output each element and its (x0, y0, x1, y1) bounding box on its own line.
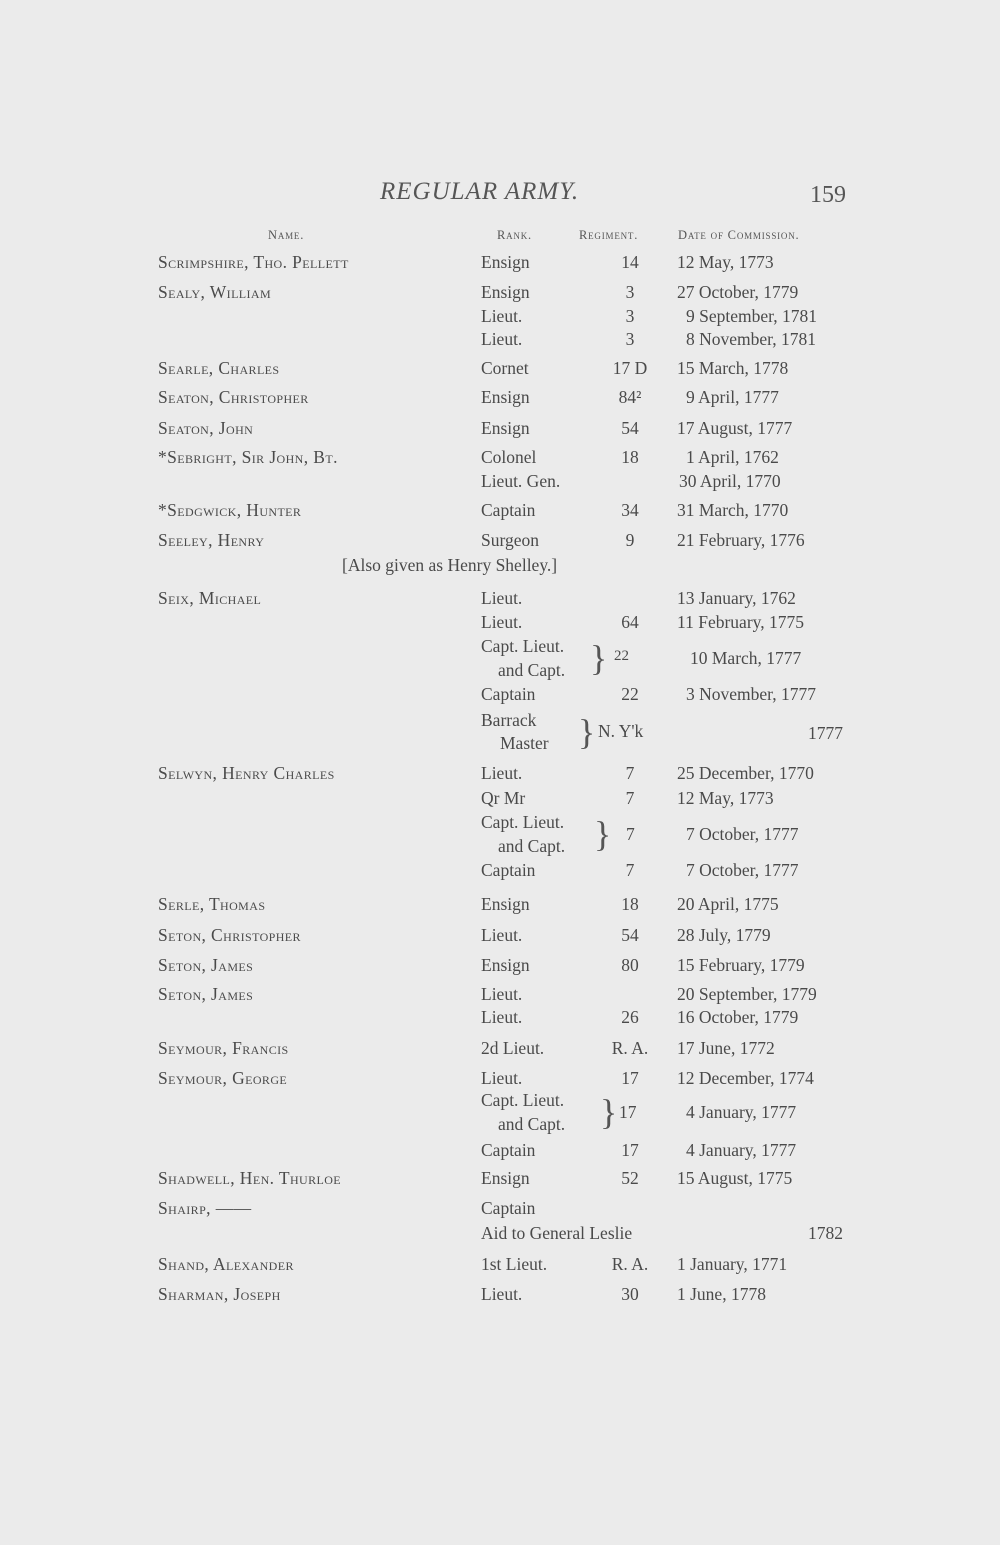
column-header-name: Name. (268, 228, 305, 242)
rank-continuation: and Capt. (498, 836, 566, 856)
rank: Ensign (481, 387, 530, 407)
table-row (0, 1223, 1000, 1245)
commission-date: 10 March, 1777 (690, 648, 802, 668)
officer-name: Seton, Christopher (158, 925, 301, 945)
officer-name: Seymour, Francis (158, 1038, 289, 1058)
table-row (0, 1140, 1000, 1162)
officer-name: Searle, Charles (158, 358, 280, 378)
rank: Aid to General Leslie (481, 1223, 633, 1243)
table-row (0, 1284, 1000, 1306)
table-row (0, 636, 1000, 686)
officer-name: Seton, James (158, 955, 254, 975)
table-row (0, 894, 1000, 916)
table-row (0, 763, 1000, 785)
table-row (0, 306, 1000, 328)
table-row (0, 329, 1000, 351)
commission-date: 16 October, 1779 (677, 1007, 799, 1027)
right-brace-icon: } (578, 712, 596, 752)
regiment: R. A. (611, 1038, 649, 1058)
officer-name: Sealy, William (158, 282, 272, 302)
officer-name: Selwyn, Henry Charles (158, 763, 335, 783)
regiment: 3 (625, 306, 635, 326)
officer-name: Seton, James (158, 984, 254, 1004)
commission-date: 8 November, 1781 (686, 329, 817, 349)
regiment: 18 (621, 447, 639, 467)
commission-date: 17 June, 1772 (677, 1038, 775, 1058)
rank: Captain (481, 684, 536, 704)
table-row (0, 1254, 1000, 1276)
commission-date: 1 April, 1762 (686, 447, 779, 467)
right-brace-icon: } (590, 638, 608, 678)
regiment: 3 (625, 282, 635, 302)
rank: Lieut. (481, 763, 523, 783)
rank: Capt. Lieut. (481, 812, 565, 832)
running-header (0, 178, 1000, 218)
regiment: 17 (621, 1140, 639, 1160)
commission-date: 20 April, 1775 (677, 894, 779, 914)
rank: Ensign (481, 955, 530, 975)
commission-date: 11 February, 1775 (677, 612, 805, 632)
table-row (0, 500, 1000, 522)
table-row (0, 788, 1000, 810)
table-row (0, 1038, 1000, 1060)
rank: Lieut. (481, 1068, 523, 1088)
officer-name: *Sebright, Sir John, Bt. (158, 447, 338, 467)
commission-date: 15 August, 1775 (677, 1168, 793, 1188)
table-row (0, 1168, 1000, 1190)
rank: Lieut. (481, 306, 523, 326)
regiment: 84² (618, 387, 642, 407)
regiment: 22 (614, 648, 629, 664)
commission-date: 9 April, 1777 (686, 387, 779, 407)
regiment: 17 (621, 1068, 639, 1088)
table-row (0, 710, 1000, 760)
rank: Capt. Lieut. (481, 1090, 565, 1110)
rank: Ensign (481, 894, 530, 914)
commission-date: 15 March, 1778 (677, 358, 789, 378)
officer-name: Shand, Alexander (158, 1254, 294, 1274)
table-row (0, 1007, 1000, 1029)
rank: Ensign (481, 418, 530, 438)
commission-date: 7 October, 1777 (686, 824, 799, 844)
table-row (0, 387, 1000, 409)
regiment: 22 (621, 684, 639, 704)
entry-note: [Also given as Henry Shelley.] (342, 555, 558, 575)
regiment: R. A. (611, 1254, 649, 1274)
commission-date: 17 August, 1777 (677, 418, 793, 438)
regiment: 34 (621, 500, 639, 520)
commission-date: 1 June, 1778 (677, 1284, 766, 1304)
column-header-date: Date of Commission. (678, 228, 800, 242)
table-row (0, 860, 1000, 882)
table-row (0, 812, 1000, 862)
rank: Capt. Lieut. (481, 636, 565, 656)
regiment: 17 (619, 1102, 637, 1122)
commission-date: 12 May, 1773 (677, 788, 774, 808)
rank: Captain (481, 860, 536, 880)
table-row (0, 588, 1000, 610)
commission-date: 28 July, 1779 (677, 925, 771, 945)
officer-name: Shairp, —— (158, 1198, 252, 1218)
officer-name: Seaton, Christopher (158, 387, 309, 407)
rank-continuation: Master (500, 733, 549, 753)
page-title: REGULAR ARMY. (380, 178, 580, 205)
rank: Lieut. (481, 329, 523, 349)
right-brace-icon: } (600, 1092, 618, 1132)
rank: Surgeon (481, 530, 540, 550)
officer-name: Seaton, John (158, 418, 254, 438)
commission-date: 4 January, 1777 (686, 1140, 797, 1160)
regiment: 7 (625, 860, 635, 880)
table-row (0, 418, 1000, 440)
commission-date: 21 February, 1776 (677, 530, 805, 550)
table-row (0, 555, 1000, 577)
commission-date: 9 September, 1781 (686, 306, 818, 326)
rank: Colonel (481, 447, 537, 467)
commission-date: 13 January, 1762 (677, 588, 796, 608)
table-row (0, 530, 1000, 552)
commission-date: 25 December, 1770 (677, 763, 814, 783)
officer-name: Seeley, Henry (158, 530, 265, 550)
regiment: 30 (621, 1284, 639, 1304)
column-header-rank: Rank. (497, 228, 532, 242)
rank: Cornet (481, 358, 529, 378)
rank: Lieut. (481, 1007, 523, 1027)
rank: 1st Lieut. (481, 1254, 548, 1274)
page-number: 159 (810, 182, 846, 208)
table-row (0, 282, 1000, 304)
right-brace-icon: } (594, 814, 612, 854)
regiment: 14 (621, 252, 639, 272)
regiment: 9 (625, 530, 635, 550)
rank-continuation: and Capt. (498, 1114, 566, 1134)
officer-name: Scrimpshire, Tho. Pellett (158, 252, 349, 272)
commission-date: 1 January, 1771 (677, 1254, 788, 1274)
regiment: 7 (625, 788, 635, 808)
officer-name: Seix, Michael (158, 588, 262, 608)
rank: Lieut. Gen. (481, 471, 561, 491)
table-row (0, 471, 1000, 493)
commission-date: 31 March, 1770 (677, 500, 789, 520)
rank: Lieut. (481, 925, 523, 945)
regiment: 54 (621, 418, 639, 438)
rank: 2d Lieut. (481, 1038, 545, 1058)
regiment: 7 (625, 763, 635, 783)
regiment: 54 (621, 925, 639, 945)
regiment: 64 (621, 612, 639, 632)
regiment: 3 (625, 329, 635, 349)
table-row (0, 955, 1000, 977)
table-row (0, 447, 1000, 469)
table-row (0, 1068, 1000, 1090)
rank: Lieut. (481, 612, 523, 632)
regiment: 80 (621, 955, 639, 975)
rank: Barrack (481, 710, 537, 730)
commission-date: 30 April, 1770 (679, 471, 781, 491)
officer-name: *Sedgwick, Hunter (158, 500, 302, 520)
commission-date: 1782 (808, 1223, 843, 1243)
commission-date: 3 November, 1777 (686, 684, 817, 704)
regiment: 7 (626, 824, 635, 844)
rank: Captain (481, 1140, 536, 1160)
commission-date: 20 September, 1779 (677, 984, 817, 1004)
table-row (0, 612, 1000, 634)
table-row (0, 684, 1000, 706)
commission-date: 7 October, 1777 (686, 860, 799, 880)
table-row (0, 925, 1000, 947)
officer-name: Serle, Thomas (158, 894, 266, 914)
regiment: 52 (621, 1168, 639, 1188)
commission-date: 27 October, 1779 (677, 282, 799, 302)
table-row (0, 984, 1000, 1006)
commission-date: 15 February, 1779 (677, 955, 805, 975)
regiment: N. Y'k (598, 721, 644, 741)
officer-name: Seymour, George (158, 1068, 288, 1088)
rank: Captain (481, 1198, 536, 1218)
rank: Lieut. (481, 588, 523, 608)
officer-name: Sharman, Joseph (158, 1284, 281, 1304)
column-header-regiment: Regiment. (579, 228, 639, 242)
rank: Qr Mr (481, 788, 526, 808)
rank: Ensign (481, 282, 530, 302)
table-row (0, 1198, 1000, 1220)
table-row (0, 252, 1000, 274)
rank: Ensign (481, 252, 530, 272)
commission-date: 1777 (808, 723, 843, 743)
rank: Captain (481, 500, 536, 520)
rank: Lieut. (481, 1284, 523, 1304)
commission-date: 12 December, 1774 (677, 1068, 814, 1088)
commission-date: 12 May, 1773 (677, 252, 774, 272)
regiment: 26 (621, 1007, 639, 1027)
regiment: 18 (621, 894, 639, 914)
table-row (0, 1090, 1000, 1140)
rank: Ensign (481, 1168, 530, 1188)
regiment: 17 D (612, 358, 648, 378)
rank: Lieut. (481, 984, 523, 1004)
table-row (0, 358, 1000, 380)
officer-name: Shadwell, Hen. Thurloe (158, 1168, 342, 1188)
rank-continuation: and Capt. (498, 660, 566, 680)
commission-date: 4 January, 1777 (686, 1102, 797, 1122)
